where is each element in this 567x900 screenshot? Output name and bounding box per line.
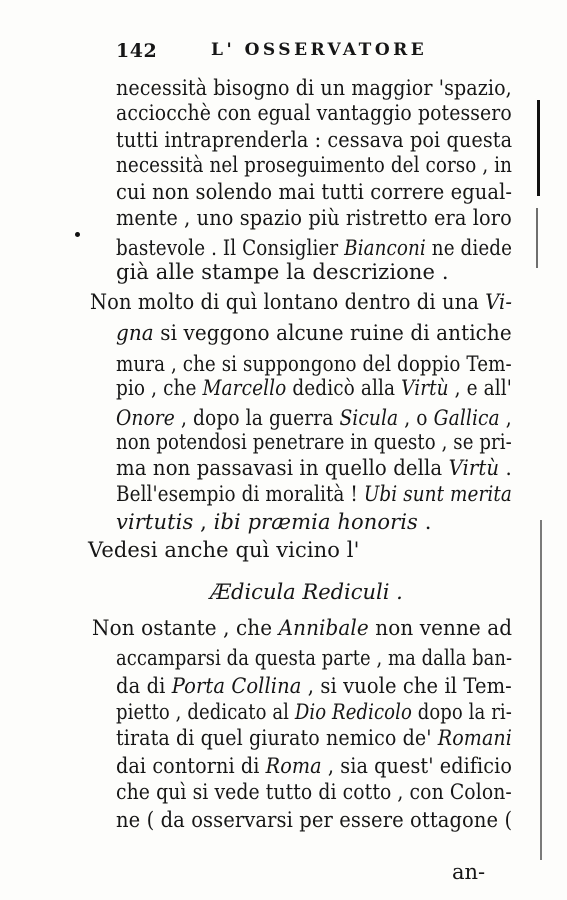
page-number: 142 [116,40,158,62]
text-run: , [193,510,214,534]
text-run: pietto , dedicato al [116,700,295,724]
text-run: , e all' [448,376,512,400]
text-run: pio , che [116,376,203,400]
text-line [116,756,512,777]
text-run: Non molto di quì lontano dentro di una [90,290,486,314]
italic-run: Romani [437,726,512,750]
text-line [116,78,512,99]
text-run: , dopo la guerra [174,406,340,430]
text-run: . [417,510,432,534]
text-run: si veggono alcune ruine di antiche [153,321,512,345]
text-line [116,810,512,831]
italic-run: gna [116,321,154,345]
text-run: tutti intraprenderla : cessava poi questa [116,128,513,152]
text-run: ma non passavasi in quello della [116,456,449,480]
italic-run: Porta Collina [171,674,302,698]
italic-run: Roma [265,754,322,778]
text-line [116,702,512,723]
text-run: tirata di quel giurato nemico de' [116,726,438,750]
text-line [116,262,449,283]
text-run: , [499,406,512,430]
italic-run: Onore [116,406,175,430]
edge-shadow-rule [537,100,540,196]
text-run: accamparsi da questa parte , ma dalla ban- [116,646,513,670]
text-run: bastevole . Il Consiglier [116,236,345,260]
text-run: necessità bisogno di un maggior 'spazio, [116,76,512,100]
text-line [116,354,512,375]
italic-run: Bianconi [344,236,426,260]
text-run: da di [116,674,172,698]
text-line [116,408,512,429]
text-run: acciocchè con egual vantaggio potessero [116,101,512,125]
text-run: Vedesi anche quì vicino l' [88,538,360,562]
margin-dot [75,232,80,237]
text-run: che quì si vede tutto di cotto , con Colon- [116,780,512,804]
italic-run: virtutis [116,510,194,534]
italic-run: Dio Redicolo [294,700,412,724]
text-line [116,238,512,259]
italic-run: ibi præmia honoris [213,510,418,534]
text-run: mente , uno spazio più ristretto era loro [116,206,512,230]
edge-shadow-rule [540,520,542,860]
running-title: L' OSSERVATORE [211,40,428,60]
text-line [116,208,512,229]
italic-run: Annibale [278,616,369,640]
edge-shadow-rule [536,208,538,268]
text-run: necessità nel proseguimento del corso , in [116,153,513,177]
text-run: ne ( da osservarsi per essere ottagone ( [116,808,513,832]
text-line [116,103,512,124]
text-run: , o [398,406,434,430]
text-line [116,432,512,453]
text-run: mura , che si suppongono del doppio Tem- [116,352,512,376]
italic-run: Ubi sunt merita [363,482,512,506]
text-line [116,323,512,344]
page-header [116,40,516,74]
text-line [116,130,512,151]
text-line [116,512,431,533]
text-line [116,182,512,203]
text-run: non venne ad [368,616,513,640]
italic-run: Virtù [401,376,449,400]
text-line [116,378,512,399]
text-run: già alle stampe la descrizione . [116,260,449,284]
text-line [90,292,512,313]
text-run: non potendosi penetrare in questo , se pri- [116,430,512,454]
text-line [116,782,512,803]
text-line [88,540,360,561]
text-line [116,155,512,176]
text-run: , sia quest' edificio [321,754,512,778]
italic-run: Virtù [448,456,500,480]
text-line [92,618,512,639]
text-run: dopo la ri- [411,700,512,724]
text-run: dai contorni di [116,754,266,778]
italic-run: Gallica [433,406,500,430]
text-run: dedicò alla [286,376,402,400]
text-line [116,484,512,505]
section-heading: Ædicula Rediculi . [210,580,403,604]
italic-run: Vi- [485,290,513,314]
text-run: , si vuole che il Tem- [301,674,512,698]
text-line [116,676,512,697]
text-run: cui non solendo mai tutti correre egual- [116,180,513,204]
text-line [116,648,512,669]
text-run: Non ostante , che [92,616,279,640]
text-line [116,458,512,479]
catchword: an- [452,860,486,884]
text-line [116,728,512,749]
text-run: ne diede [425,236,513,260]
text-run: Bell'esempio di moralità ! [116,482,364,506]
text-run: . [499,456,512,480]
italic-run: Marcello [202,376,287,400]
italic-run: Sicula [339,406,399,430]
